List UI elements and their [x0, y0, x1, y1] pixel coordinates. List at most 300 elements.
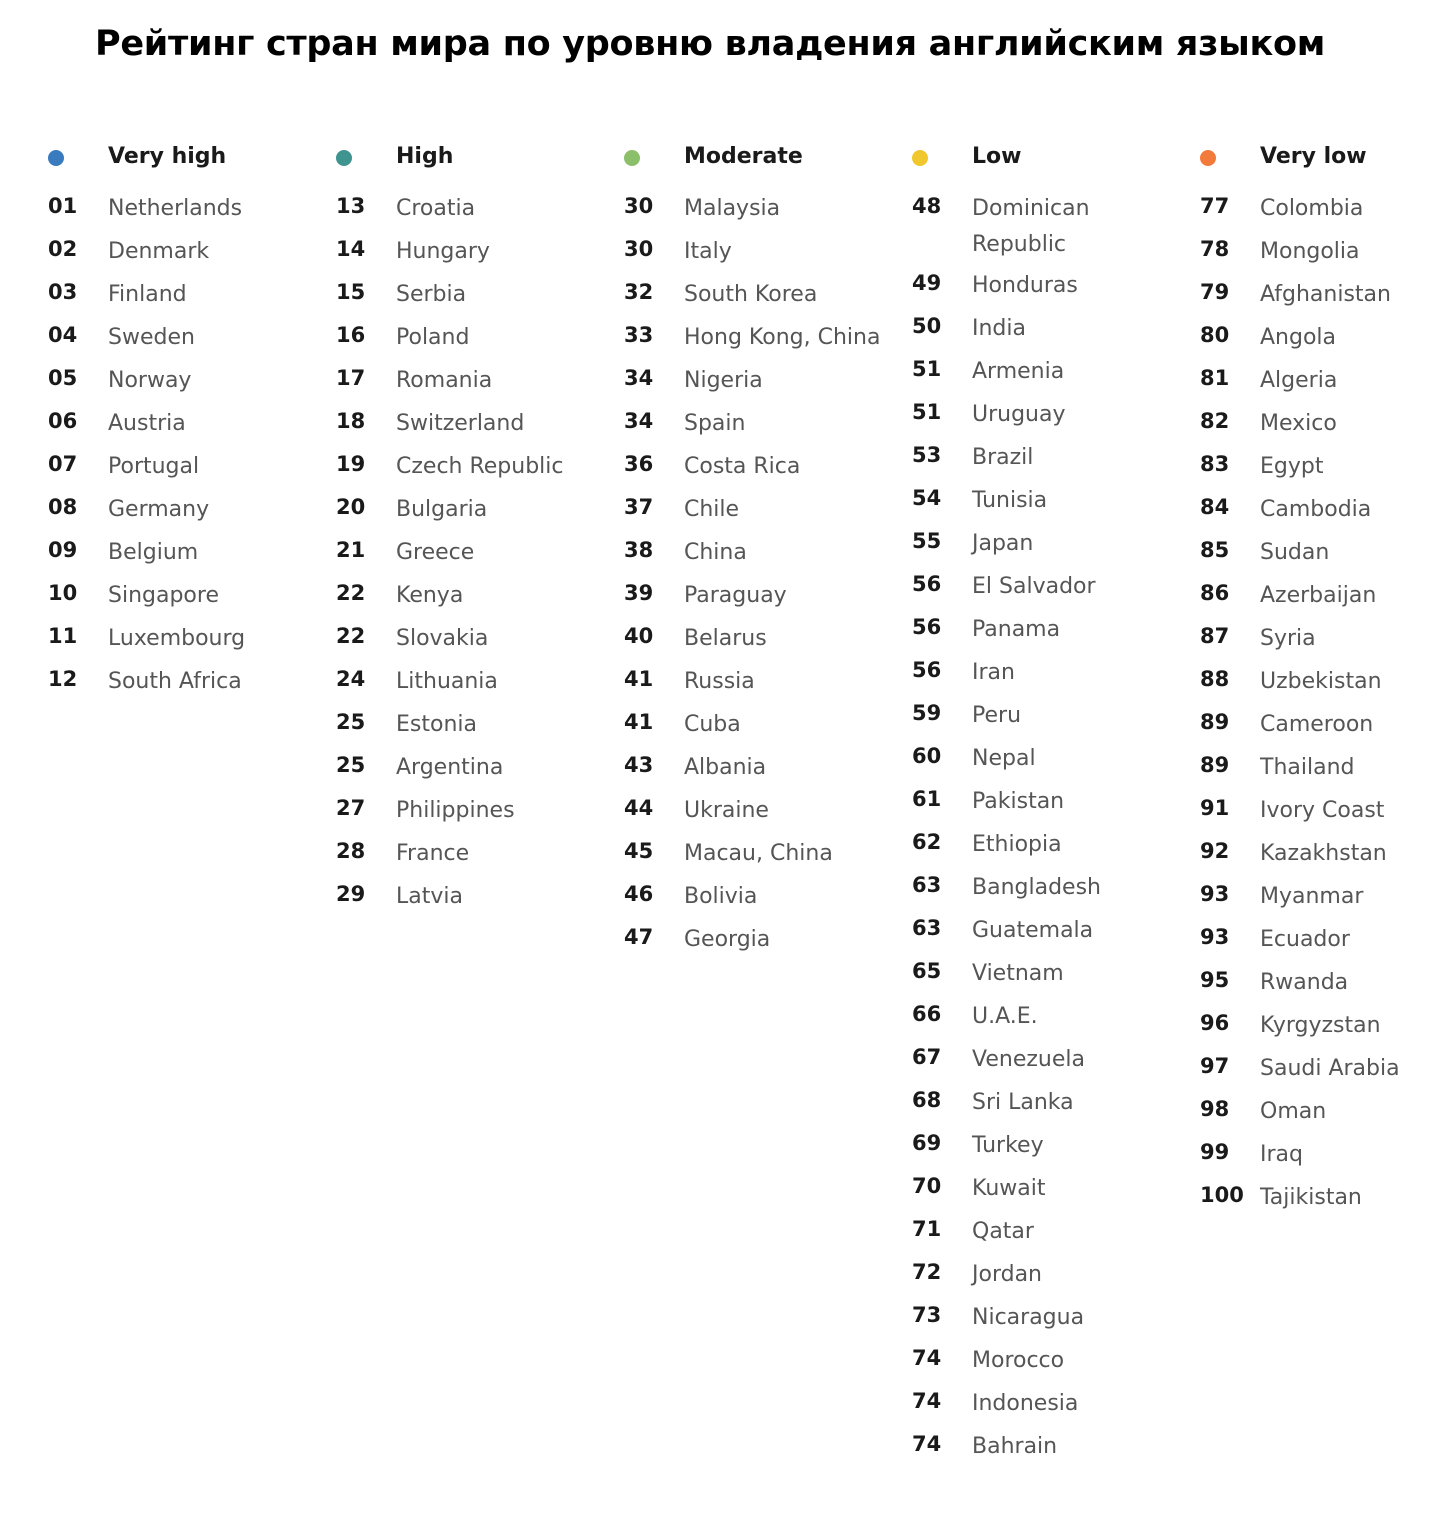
column-header: [336, 140, 624, 176]
list-item: [336, 277, 624, 321]
list-item: [912, 311, 1200, 355]
column-label: Very high: [108, 144, 227, 169]
rank-number: 59: [912, 701, 942, 725]
country-name: Nepal: [972, 746, 1036, 771]
rank-number: 06: [48, 409, 78, 433]
list-item: [912, 397, 1200, 441]
country-name: Armenia: [972, 359, 1065, 384]
list-item: [48, 664, 336, 708]
country-name: Italy: [684, 239, 732, 264]
list-item: [336, 793, 624, 837]
country-name: Kazakhstan: [1260, 841, 1387, 866]
country-name: Uzbekistan: [1260, 669, 1382, 694]
list-item: [48, 363, 336, 407]
country-name: Tajikistan: [1260, 1185, 1362, 1210]
country-name: Georgia: [684, 927, 771, 952]
list-item: [1200, 621, 1445, 665]
rank-number: 55: [912, 529, 942, 553]
list-item: [912, 1300, 1200, 1344]
rank-number: 04: [48, 323, 78, 347]
rank-number: 61: [912, 787, 942, 811]
rank-number: 73: [912, 1303, 942, 1327]
rank-number: 80: [1200, 323, 1230, 347]
rank-number: 51: [912, 400, 942, 424]
list-item: [1200, 1008, 1445, 1052]
list-item: [1200, 1051, 1445, 1095]
rank-number: 81: [1200, 366, 1230, 390]
country-name: Paraguay: [684, 583, 787, 608]
rank-number: 08: [48, 495, 78, 519]
list-item: [48, 191, 336, 235]
country-name: Malaysia: [684, 196, 781, 221]
list-item: [1200, 234, 1445, 278]
country-name: Ivory Coast: [1260, 798, 1385, 823]
list-item: [912, 440, 1200, 484]
list-item: [1200, 1094, 1445, 1138]
country-name: Argentina: [396, 755, 504, 780]
list-item: [624, 320, 912, 364]
rank-number: 41: [624, 710, 654, 734]
list-item: [624, 836, 912, 880]
country-name: Hong Kong, China: [684, 325, 881, 350]
country-name: Mongolia: [1260, 239, 1360, 264]
list-item: [336, 535, 624, 579]
country-name: Serbia: [396, 282, 467, 307]
rank-number: 84: [1200, 495, 1230, 519]
list-item: [912, 1214, 1200, 1258]
rank-number: 60: [912, 744, 942, 768]
country-name: Luxembourg: [108, 626, 246, 651]
list-item: [48, 449, 336, 493]
rank-number: 29: [336, 882, 366, 906]
country-name: Cameroon: [1260, 712, 1374, 737]
rank-number: 78: [1200, 237, 1230, 261]
country-name: Latvia: [396, 884, 463, 909]
rank-number: 33: [624, 323, 654, 347]
rank-number: 09: [48, 538, 78, 562]
list-item: [912, 741, 1200, 785]
list-item: [912, 827, 1200, 871]
country-name: Kenya: [396, 583, 464, 608]
country-name: Ecuador: [1260, 927, 1350, 952]
list-item: [624, 750, 912, 794]
rank-number: 32: [624, 280, 654, 304]
list-item: [336, 363, 624, 407]
country-name: Vietnam: [972, 961, 1064, 986]
country-name: Costa Rica: [684, 454, 801, 479]
country-name: Bangladesh: [972, 875, 1101, 900]
country-name: Mexico: [1260, 411, 1337, 436]
list-item: [1200, 922, 1445, 966]
list-item: [48, 492, 336, 536]
rank-number: 70: [912, 1174, 942, 1198]
list-item: [912, 999, 1200, 1043]
rank-number: 16: [336, 323, 366, 347]
country-name: Macau, China: [684, 841, 833, 866]
level-dot-icon: [624, 150, 640, 166]
column-moderate: [624, 140, 912, 966]
list-item: [912, 784, 1200, 828]
list-item: [336, 449, 624, 493]
rank-number: 39: [624, 581, 654, 605]
country-name: Belgium: [108, 540, 199, 565]
rank-number: 10: [48, 581, 78, 605]
column-header: [912, 140, 1200, 176]
rank-number: 07: [48, 452, 78, 476]
rank-number: 88: [1200, 667, 1230, 691]
rank-number: 93: [1200, 925, 1230, 949]
list-item: [48, 277, 336, 321]
country-name: Panama: [972, 617, 1061, 642]
rank-number: 89: [1200, 753, 1230, 777]
rank-number: 51: [912, 357, 942, 381]
rank-number: 05: [48, 366, 78, 390]
column-label: Low: [972, 144, 1022, 169]
country-name: U.A.E.: [972, 1004, 1038, 1029]
country-name: Saudi Arabia: [1260, 1056, 1400, 1081]
list-item: [624, 793, 912, 837]
country-name: Nicaragua: [972, 1305, 1085, 1330]
column-very-high: [48, 140, 336, 708]
list-item: [624, 492, 912, 536]
country-name: Thailand: [1260, 755, 1355, 780]
list-item: [912, 268, 1200, 312]
list-item: [1200, 320, 1445, 364]
country-name: Guatemala: [972, 918, 1094, 943]
country-name: Russia: [684, 669, 755, 694]
list-item: [336, 578, 624, 622]
list-item: [624, 535, 912, 579]
list-item: [336, 191, 624, 235]
rank-number: 30: [624, 194, 654, 218]
list-item: [336, 492, 624, 536]
country-name: Syria: [1260, 626, 1316, 651]
rank-number: 13: [336, 194, 366, 218]
rank-number: 79: [1200, 280, 1230, 304]
list-item: [912, 1085, 1200, 1129]
country-name: El Salvador: [972, 574, 1096, 599]
rank-number: 85: [1200, 538, 1230, 562]
list-item: [624, 707, 912, 751]
country-name: Slovakia: [396, 626, 489, 651]
rank-number: 96: [1200, 1011, 1230, 1035]
column-header: [48, 140, 336, 176]
list-item: [1200, 793, 1445, 837]
list-item: [912, 956, 1200, 1000]
list-item: [912, 870, 1200, 914]
rank-number: 93: [1200, 882, 1230, 906]
list-item: [624, 664, 912, 708]
rank-number: 83: [1200, 452, 1230, 476]
list-item: [624, 621, 912, 665]
list-item: [912, 191, 1200, 269]
country-name: Honduras: [972, 273, 1078, 298]
country-name: Singapore: [108, 583, 219, 608]
country-name: Hungary: [396, 239, 490, 264]
rank-number: 25: [336, 753, 366, 777]
list-item: [912, 1128, 1200, 1172]
list-item: [1200, 965, 1445, 1009]
country-name: Morocco: [972, 1348, 1065, 1373]
rank-number: 34: [624, 409, 654, 433]
column-label: Moderate: [684, 144, 803, 169]
country-name: Qatar: [972, 1219, 1034, 1244]
rank-number: 01: [48, 194, 78, 218]
country-name: Indonesia: [972, 1391, 1079, 1416]
rank-number: 98: [1200, 1097, 1230, 1121]
list-item: [48, 621, 336, 665]
rank-number: 38: [624, 538, 654, 562]
country-name: Egypt: [1260, 454, 1324, 479]
country-name: Afghanistan: [1260, 282, 1391, 307]
country-name: Switzerland: [396, 411, 525, 436]
country-name: Myanmar: [1260, 884, 1364, 909]
rank-number: 46: [624, 882, 654, 906]
country-list: [912, 191, 1200, 1473]
country-list: [624, 191, 912, 966]
list-item: [912, 612, 1200, 656]
list-item: [1200, 492, 1445, 536]
level-dot-icon: [336, 150, 352, 166]
list-item: [1200, 406, 1445, 450]
country-name: Iraq: [1260, 1142, 1303, 1167]
rank-number: 30: [624, 237, 654, 261]
country-name: Chile: [684, 497, 740, 522]
country-name: India: [972, 316, 1026, 341]
rank-number: 25: [336, 710, 366, 734]
list-item: [1200, 750, 1445, 794]
rank-number: 63: [912, 873, 942, 897]
rank-number: 74: [912, 1389, 942, 1413]
rank-number: 87: [1200, 624, 1230, 648]
country-name: Dominican Republic: [972, 196, 1090, 257]
rank-number: 48: [912, 194, 942, 218]
rank-number: 14: [336, 237, 366, 261]
country-name: Sri Lanka: [972, 1090, 1074, 1115]
rank-number: 24: [336, 667, 366, 691]
country-list: [48, 191, 336, 708]
country-name: Tunisia: [972, 488, 1048, 513]
rank-number: 47: [624, 925, 654, 949]
country-name: Spain: [684, 411, 746, 436]
rank-number: 56: [912, 615, 942, 639]
rank-number: 89: [1200, 710, 1230, 734]
country-name: South Korea: [684, 282, 818, 307]
country-name: Lithuania: [396, 669, 498, 694]
country-list: [1200, 191, 1445, 1224]
country-name: Algeria: [1260, 368, 1338, 393]
list-item: [48, 406, 336, 450]
country-name: Croatia: [396, 196, 476, 221]
country-name: Czech Republic: [396, 454, 564, 479]
list-item: [1200, 664, 1445, 708]
country-name: Romania: [396, 368, 493, 393]
rank-number: 34: [624, 366, 654, 390]
country-name: Pakistan: [972, 789, 1065, 814]
rank-number: 100: [1200, 1183, 1244, 1207]
country-name: Iran: [972, 660, 1015, 685]
list-item: [624, 406, 912, 450]
rank-number: 36: [624, 452, 654, 476]
rank-number: 02: [48, 237, 78, 261]
country-name: Rwanda: [1260, 970, 1349, 995]
country-name: Norway: [108, 368, 192, 393]
list-item: [912, 483, 1200, 527]
rank-number: 95: [1200, 968, 1230, 992]
country-name: Venezuela: [972, 1047, 1085, 1072]
rank-number: 56: [912, 572, 942, 596]
level-dot-icon: [1200, 150, 1216, 166]
country-name: Bahrain: [972, 1434, 1058, 1459]
country-name: Cambodia: [1260, 497, 1372, 522]
country-name: China: [684, 540, 747, 565]
rank-number: 62: [912, 830, 942, 854]
rank-number: 27: [336, 796, 366, 820]
rank-number: 66: [912, 1002, 942, 1026]
list-item: [624, 363, 912, 407]
rank-number: 37: [624, 495, 654, 519]
country-name: Bolivia: [684, 884, 758, 909]
country-name: Uruguay: [972, 402, 1066, 427]
list-item: [48, 234, 336, 278]
rank-number: 74: [912, 1346, 942, 1370]
country-name: Sudan: [1260, 540, 1330, 565]
rank-number: 18: [336, 409, 366, 433]
rank-number: 40: [624, 624, 654, 648]
country-name: Greece: [396, 540, 475, 565]
rank-number: 77: [1200, 194, 1230, 218]
rank-number: 15: [336, 280, 366, 304]
list-item: [624, 922, 912, 966]
list-item: [1200, 1137, 1445, 1181]
country-name: Austria: [108, 411, 186, 436]
list-item: [336, 750, 624, 794]
rank-number: 12: [48, 667, 78, 691]
rank-number: 43: [624, 753, 654, 777]
list-item: [336, 879, 624, 923]
list-item: [1200, 277, 1445, 321]
list-item: [624, 277, 912, 321]
rank-number: 72: [912, 1260, 942, 1284]
list-item: [912, 1042, 1200, 1086]
rank-number: 67: [912, 1045, 942, 1069]
rank-number: 82: [1200, 409, 1230, 433]
list-item: [48, 535, 336, 579]
country-name: Denmark: [108, 239, 210, 264]
country-name: Angola: [1260, 325, 1337, 350]
list-item: [912, 655, 1200, 699]
rank-number: 99: [1200, 1140, 1230, 1164]
country-name: Finland: [108, 282, 187, 307]
country-name: Ethiopia: [972, 832, 1062, 857]
country-name: South Africa: [108, 669, 242, 694]
list-item: [1200, 535, 1445, 579]
rank-number: 17: [336, 366, 366, 390]
column-header: [624, 140, 912, 176]
rank-number: 56: [912, 658, 942, 682]
country-name: Sweden: [108, 325, 195, 350]
rank-number: 22: [336, 624, 366, 648]
country-name: Bulgaria: [396, 497, 488, 522]
rank-number: 03: [48, 280, 78, 304]
rank-number: 22: [336, 581, 366, 605]
list-item: [912, 1429, 1200, 1473]
list-item: [1200, 363, 1445, 407]
rank-number: 21: [336, 538, 366, 562]
rank-number: 68: [912, 1088, 942, 1112]
rank-number: 20: [336, 495, 366, 519]
list-item: [912, 1257, 1200, 1301]
rank-number: 44: [624, 796, 654, 820]
country-name: Netherlands: [108, 196, 243, 221]
list-item: [912, 526, 1200, 570]
country-name: France: [396, 841, 470, 866]
country-name: Nigeria: [684, 368, 763, 393]
list-item: [912, 1386, 1200, 1430]
country-name: Azerbaijan: [1260, 583, 1377, 608]
list-item: [912, 1171, 1200, 1215]
list-item: [336, 320, 624, 364]
country-name: Brazil: [972, 445, 1034, 470]
list-item: [1200, 836, 1445, 880]
column-very-low: [1200, 140, 1445, 1224]
rank-number: 49: [912, 271, 942, 295]
rank-number: 28: [336, 839, 366, 863]
list-item: [1200, 879, 1445, 923]
country-list: [336, 191, 624, 923]
page-title: Рейтинг стран мира по уровню владения английским языком: [94, 24, 1326, 64]
list-item: [624, 234, 912, 278]
column-low: [912, 140, 1200, 1473]
country-name: Portugal: [108, 454, 200, 479]
rank-number: 63: [912, 916, 942, 940]
list-item: [48, 320, 336, 364]
list-item: [624, 449, 912, 493]
level-dot-icon: [48, 150, 64, 166]
rank-number: 54: [912, 486, 942, 510]
country-name: Jordan: [972, 1262, 1042, 1287]
list-item: [336, 234, 624, 278]
country-name: Peru: [972, 703, 1022, 728]
country-name: Ukraine: [684, 798, 769, 823]
rank-number: 91: [1200, 796, 1230, 820]
country-name: Kyrgyzstan: [1260, 1013, 1381, 1038]
list-item: [336, 406, 624, 450]
country-name: Cuba: [684, 712, 741, 737]
rank-number: 65: [912, 959, 942, 983]
country-name: Germany: [108, 497, 210, 522]
list-item: [336, 621, 624, 665]
list-item: [48, 578, 336, 622]
country-name: Philippines: [396, 798, 515, 823]
country-name: Belarus: [684, 626, 767, 651]
list-item: [912, 1343, 1200, 1387]
rank-number: 50: [912, 314, 942, 338]
country-name: Turkey: [972, 1133, 1044, 1158]
rank-number: 45: [624, 839, 654, 863]
country-name: Oman: [1260, 1099, 1327, 1124]
list-item: [1200, 578, 1445, 622]
list-item: [912, 569, 1200, 613]
list-item: [624, 879, 912, 923]
column-high: [336, 140, 624, 923]
country-name: Poland: [396, 325, 470, 350]
rank-number: 92: [1200, 839, 1230, 863]
list-item: [1200, 1180, 1445, 1224]
rank-number: 71: [912, 1217, 942, 1241]
list-item: [912, 698, 1200, 742]
column-label: Very low: [1260, 144, 1367, 169]
